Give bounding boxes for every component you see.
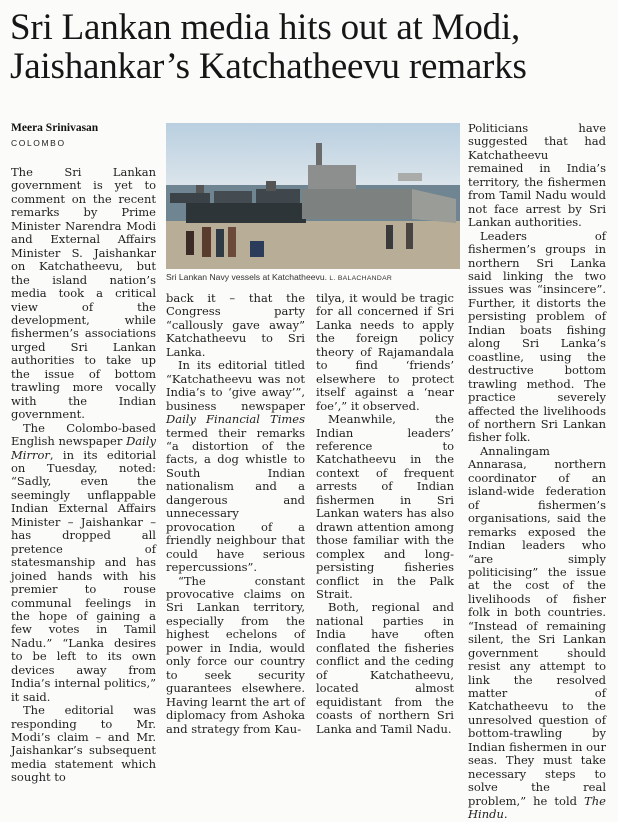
paragraph: The editorial was responding to Mr. Modi’s claim – and Mr. Jaishankar’s subsequent media statement which sought to [11, 703, 156, 785]
paragraph: The Sri Lankan government is yet to comment on the recent remarks by Prime Minister Narendra Modi and External Affairs Minister S. Jaishankar on Katchatheevu, but the island nation’s media took a critical view of the development, while fishermen’s associations urged Sri Lankan authorities to take up the issue of bottom trawling more vocally with the Indian government. [11, 165, 156, 422]
news-photo [166, 123, 460, 269]
byline: Meera Srinivasan [11, 122, 99, 134]
article-column-2 [166, 292, 305, 736]
article-column-4 [468, 122, 606, 822]
paragraph: Meanwhile, the Indian leaders’ reference to Katchatheevu in the context of frequent arrests of Indian fishermen in Sri Lankan waters has also drawn attention among those familiar with the complex and long-persisting fisheries conflict in the Palk Strait. [316, 412, 454, 601]
paragraph: Politicians have suggested that had Katchatheevu remained in India’s territory, the fishermen from Tamil Nadu would not face arrest by Sri Lankan authorities. [468, 121, 606, 230]
headline [10, 8, 610, 86]
headline-line-1: Sri Lankan media hits out at Modi, [10, 7, 521, 48]
navy-vessels-image [166, 123, 460, 269]
headline-line-2: Jaishankar’s Katchatheevu remarks [10, 46, 527, 87]
paragraph: Annalingam Annarasa, northern coordinator of an island-wide federation of fishermen’s organisations, said the remarks exposed the Indian leaders who “are simply politicising” the issue at the cost of the livelihoods of fisher folk in both countries. “Instead of remaining silent, the Sri Lankan government should resist any attempt to link the resolved matter of Katchatheevu to the unresolved question of bottom-trawling by Indian fishermen in our seas. They must take necessary steps to solve the real problem,” he told The Hindu. [468, 443, 606, 822]
paragraph: tilya, it would be tragic for all concerned if Sri Lanka needs to apply the foreign policy theory of Rajamandala to find ‘friends’ elsewhere to protect itself against a ‘near foe’,” it observed. [316, 291, 454, 413]
article-column-3 [316, 292, 454, 736]
photo-credit: L. BALACHANDAR [329, 275, 393, 282]
paragraph: The Colombo-based English newspaper Daily Mirror, in its editorial on Tuesday, noted: “Sadly, even the seemingly unflappable Indian External Affairs Minister – Jaishankar – has dropped all pretence of statesmanship and has joined hands with his premier to rouse communal feelings in the hope of gaining a few votes in Tamil Nadu.” “Lanka desires to be left to its own devices away from India’s internal politics,” it said. [11, 420, 156, 704]
photo-caption [166, 272, 460, 282]
paragraph: “The constant provocative claims on Sri Lankan territory, especially from the highest echelons of power in India, would only force our country to seek security guarantees elsewhere. Having learnt the art of diplomacy from Ashoka and strategy from Kau- [166, 573, 305, 736]
paragraph: Leaders of fishermen’s groups in northern Sri Lanka said linking the two issues was “insincere”. Further, it distorts the persisting problem of Indian boats fishing along Sri Lanka’s coastline, using the destructive bottom trawling method. The practice severely affected the livelihoods of northern Sri Lankan fisher folk. [468, 228, 606, 445]
article-column-1 [11, 166, 156, 785]
paragraph: In its editorial titled “Katchatheevu was not India’s to ‘give away’”, business newspaper Daily Financial Times termed their remarks “a distortion of the facts, a dog whistle to South Indian nationalism and a dangerous and unnecessary provocation of a friendly neighbour that could have serious repercussions”. [166, 358, 305, 575]
caption-text: Sri Lankan Navy vessels at Katchatheevu. [166, 272, 327, 282]
dateline: COLOMBO [11, 138, 66, 148]
paragraph: Both, regional and national parties in India have often conflated the fisheries conflict and the ceding of Katchatheevu, located almost equidistant from the coasts of northern Sri Lanka and Tamil Nadu. [316, 600, 454, 736]
paragraph: back it – that the Congress party “callously gave away” Katchatheevu to Sri Lanka. [166, 291, 305, 359]
